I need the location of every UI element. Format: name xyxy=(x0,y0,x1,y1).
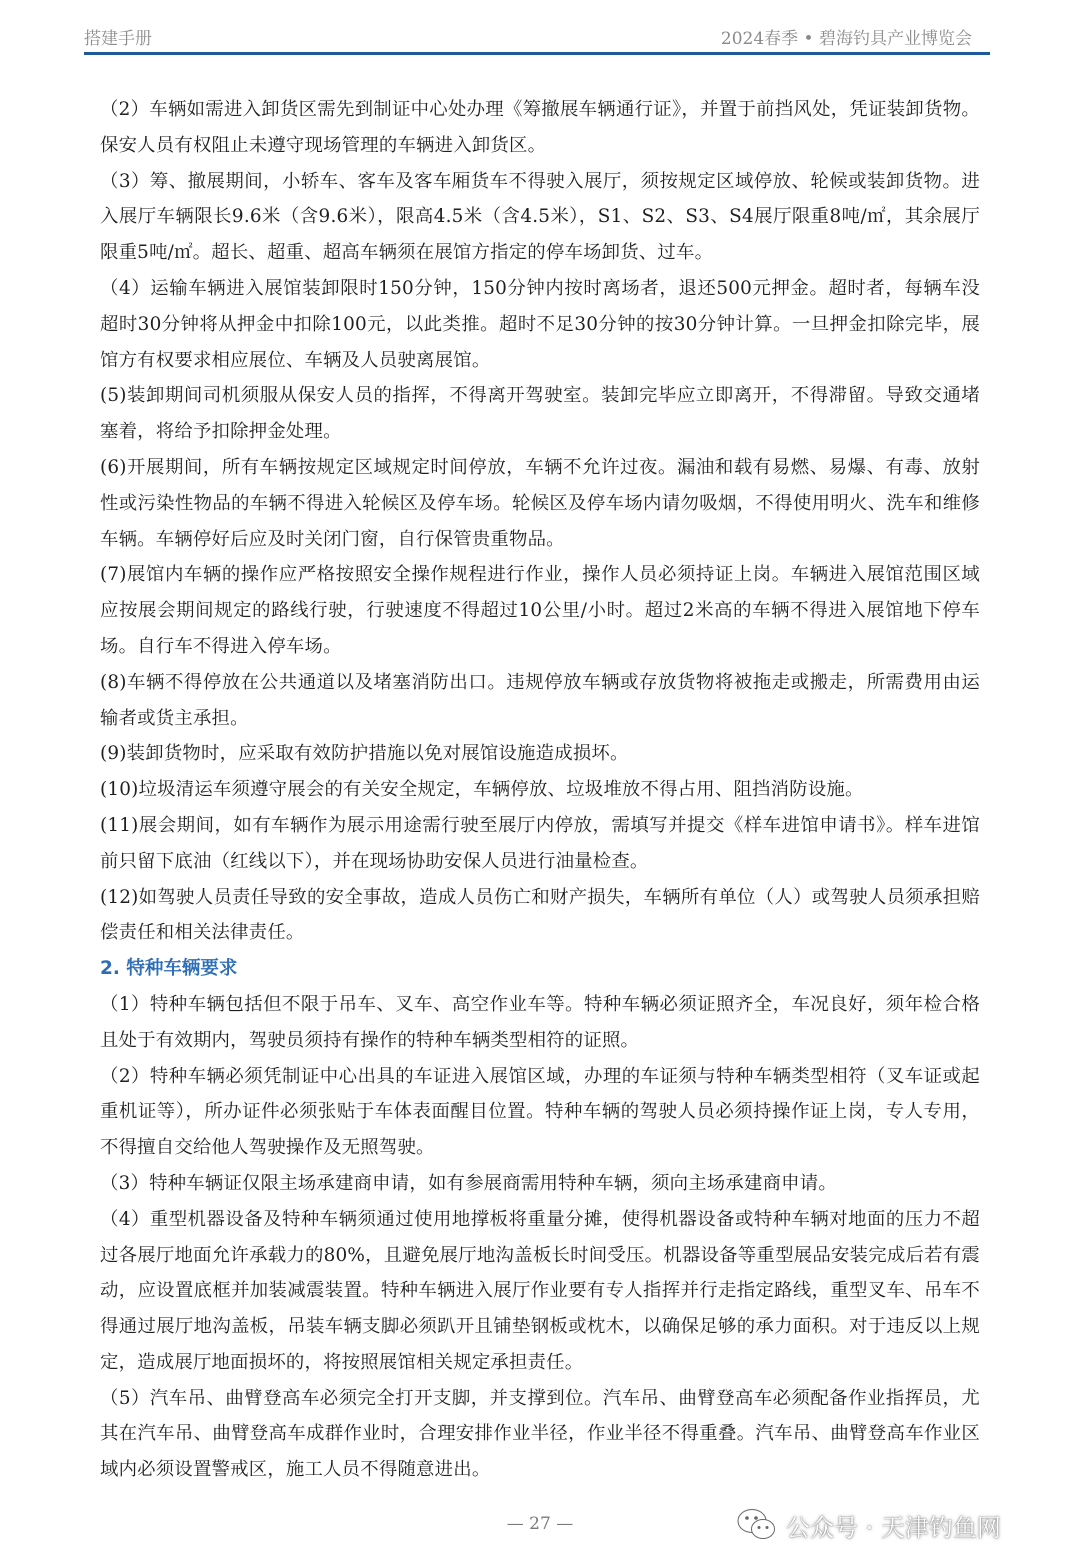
section-heading: 2. 特种车辆要求 xyxy=(100,958,238,980)
paragraph: (6)开展期间，所有车辆按规定区域规定时间停放，车辆不允许过夜。漏油和载有易燃、易爆、有毒、放射性或污染性物品的车辆不得进入轮候区及停车场。轮候区及停车场内请勿吸烟，不得使用明火、洗车和维修车辆。车辆停好后应及时关闭门窗，自行保管贵重物品。 xyxy=(100,456,980,550)
paragraph: （3）特种车辆证仅限主场承建商申请，如有参展商需用特种车辆，须向主场承建商申请。 xyxy=(100,1172,837,1194)
watermark xyxy=(736,1500,1056,1550)
paragraph: (10)垃圾清运车须遵守展会的有关安全规定，车辆停放、垃圾堆放不得占用、阻挡消防设施。 xyxy=(100,779,864,801)
wechat-icon xyxy=(736,1507,776,1543)
page-header xyxy=(84,22,990,50)
watermark-text: 公众号 · 天津钓鱼网 xyxy=(786,1513,1001,1542)
paragraph: （4）运输车辆进入展馆装卸限时150分钟，150分钟内按时离场者，退还500元押金。超时者，每辆车没超时30分钟将从押金中扣除100元，以此类推。超时不足30分钟的按30分钟计算。一旦押金扣除完毕，展馆方有权要求相应展位、车辆及人员驶离展馆。 xyxy=(100,277,980,371)
header-divider xyxy=(84,52,990,55)
header-left-title: 搭建手册 xyxy=(84,29,152,49)
paragraph: (9)装卸货物时，应采取有效防护措施以免对展馆设施造成损坏。 xyxy=(100,743,629,765)
header-right-title: 2024春季 • 碧海钓具产业博览会 xyxy=(720,29,972,49)
paragraph: （2）特种车辆必须凭制证中心出具的车证进入展馆区域，办理的车证须与特种车辆类型相符（叉车证或起重机证等），所办证件必须张贴于车体表面醒目位置。特种车辆的驾驶人员必须持操作证上岗，专人专用，不得擅自交给他人驾驶操作及无照驾驶。 xyxy=(100,1065,980,1159)
paragraph: (5)装卸期间司机须服从保安人员的指挥，不得离开驾驶室。装卸完毕应立即离开，不得滞留。导致交通堵塞着，将给予扣除押金处理。 xyxy=(100,385,980,443)
paragraph: （1）特种车辆包括但不限于吊车、叉车、高空作业车等。特种车辆必须证照齐全，车况良好，须年检合格且处于有效期内，驾驶员须持有操作的特种车辆类型相符的证照。 xyxy=(100,993,980,1051)
paragraph: (11)展会期间，如有车辆作为展示用途需行驶至展厅内停放，需填写并提交《样车进馆申请书》。样车进馆前只留下底油（红线以下），并在现场协助安保人员进行油量检查。 xyxy=(100,814,980,872)
paragraph: （4）重型机器设备及特种车辆须通过使用地撑板将重量分摊，使得机器设备或特种车辆对地面的压力不超过各展厅地面允许承载力的80%，且避免展厅地沟盖板长时间受压。机器设备等重型展品安装完成后若有震动，应设置底框并加装减震装置。特种车辆进入展厅作业要有专人指挥并行走指定路线，重型叉车、吊车不得通过展厅地沟盖板，吊装车辆支脚必须趴开且铺垫钢板或枕木，以确保足够的承力面积。对于违反以上规定，造成展厅地面损坏的，将按照展馆相关规定承担责任。 xyxy=(100,1208,980,1373)
paragraph: （3）筹、撤展期间，小轿车、客车及客车厢货车不得驶入展厅，须按规定区域停放、轮候或装卸货物。进入展厅车辆限长9.6米（含9.6米），限高4.5米（含4.5米），S1、S2、S3、S4展厅限重8吨/㎡，其余展厅限重5吨/㎡。超长、超重、超高车辆须在展馆方指定的停车场卸货、过车。 xyxy=(100,170,980,264)
paragraph: (7)展馆内车辆的操作应严格按照安全操作规程进行作业，操作人员必须持证上岗。车辆进入展馆范围区域应按展会期间规定的路线行驶，行驶速度不得超过10公里/小时。超过2米高的车辆不得进入展馆地下停车场。自行车不得进入停车场。 xyxy=(100,564,980,657)
paragraph: （5）汽车吊、曲臂登高车必须完全打开支脚，并支撑到位。汽车吊、曲臂登高车必须配备作业指挥员，尤其在汽车吊、曲臂登高车成群作业时，合理安排作业半径，作业半径不得重叠。汽车吊、曲臂登高车作业区域内必须设置警戒区，施工人员不得随意进出。 xyxy=(100,1387,980,1481)
paragraph: （2）车辆如需进入卸货区需先到制证中心处办理《筹撤展车辆通行证》，并置于前挡风处，凭证装卸货物。保安人员有权阻止未遵守现场管理的车辆进入卸货区。 xyxy=(100,99,980,156)
paragraph: (8)车辆不得停放在公共通道以及堵塞消防出口。违规停放车辆或存放货物将被拖走或搬走，所需费用由运输者或货主承担。 xyxy=(100,671,980,729)
document-body xyxy=(100,92,980,1488)
paragraph: (12)如驾驶人员责任导致的安全事故，造成人员伤亡和财产损失，车辆所有单位（人）或驾驶人员须承担赔偿责任和相关法律责任。 xyxy=(100,886,980,944)
page-number: — 27 — xyxy=(506,1514,574,1534)
